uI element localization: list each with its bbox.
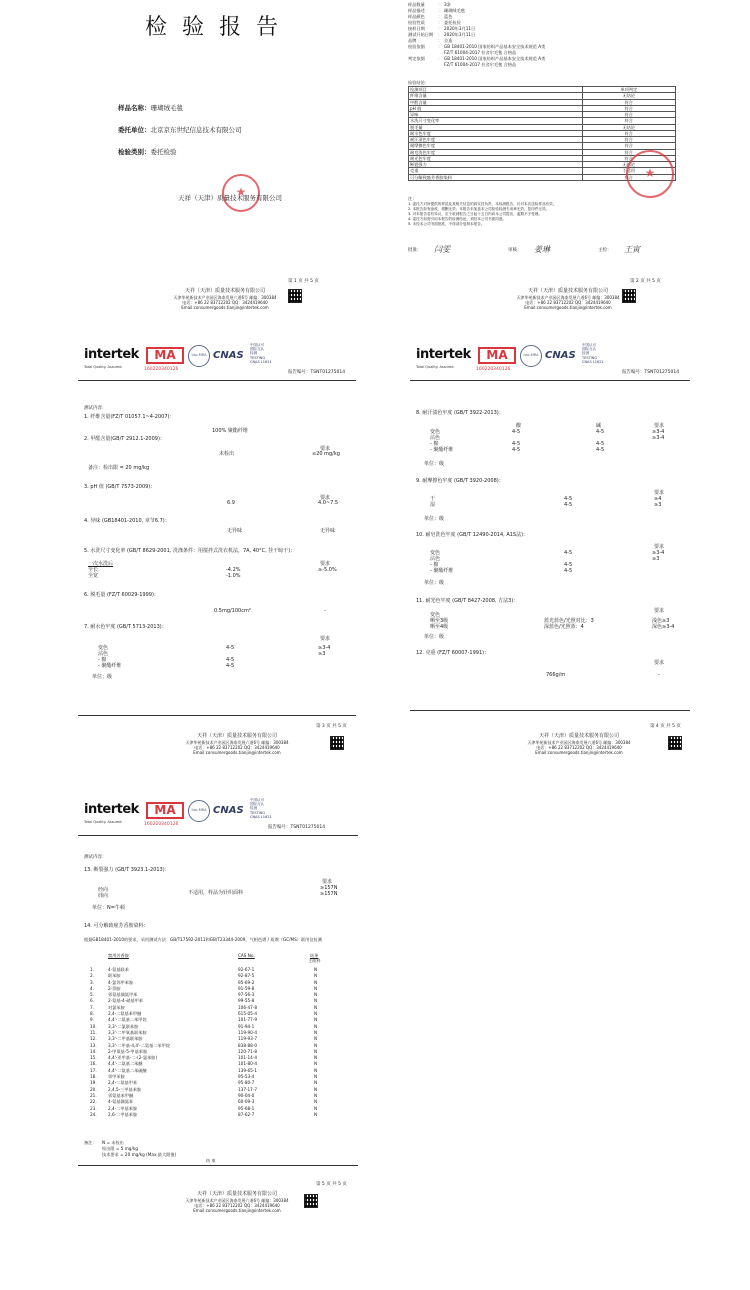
qr-code bbox=[622, 289, 636, 303]
info-row: 测试开始日期 ： 2020年3月11日 bbox=[408, 32, 476, 37]
handwritten-signature: 姜琳 bbox=[534, 245, 550, 254]
note-line: 3. 对本报告若有异议，应于收到报告之日起十五日内向本公司提出，逾期不予受理。 bbox=[408, 212, 542, 217]
ilac-mra-mark: ilac-MRA bbox=[520, 345, 542, 367]
conclusion-row: 耐光色牢度 符合 bbox=[409, 155, 676, 161]
test-item-14-description: 根据GB18401-2010的要求，采用测试方法：GB/T17592-2011和GB/T23344-2009，气相色谱 / 质谱（GC/MS）联用仪检测 bbox=[84, 937, 322, 942]
amine-row: 5. 邻氨基偶氮甲苯 97-56-3 N bbox=[90, 992, 318, 998]
test-item-3: 3. pH 值 (GB/T 7573-2009)： 要求 6.9 4.0~7.5 bbox=[84, 484, 339, 506]
note-line: 4. 委托方如需引用本报告的检测结论，须经本公司书面同意。 bbox=[408, 217, 507, 222]
cnas-mark: CNAS bbox=[213, 805, 244, 816]
signature-label: 批准： bbox=[408, 248, 422, 253]
conclusion-row: 克重 不适用 bbox=[409, 168, 676, 174]
footer: 天祥（天津）质量技术服务有限公司 天津华苑新技术产业园区海泰发展六道6号 邮编：300384 电话：+86 22 83712202 QQ：3424419640 Email:consumergoods.tianjin@intertek.com bbox=[185, 733, 289, 755]
note-line: 2. 本报告如有涂改、增删无效；本报告未加盖本公司检验检测专用章无效，复印件无效。 bbox=[408, 207, 550, 212]
page-number: 第 2 页 共 5 页 bbox=[630, 279, 661, 284]
cnas-mark: CNAS bbox=[545, 350, 576, 361]
intertek-logo: intertek bbox=[416, 347, 471, 362]
intertek-tagline: Total Quality. Assured. bbox=[84, 820, 123, 824]
page-4-footer bbox=[500, 722, 720, 762]
amine-row: 11. 3,3'-二甲氧基联苯胺 119-90-4 N bbox=[90, 1029, 318, 1035]
amine-row: 16. 4,4'-二氨基二苯醚 101-80-4 N bbox=[90, 1061, 318, 1067]
header-divider bbox=[78, 835, 358, 836]
amine-row: 14. 2-甲氧基-5-甲基苯胺 120-71-8 N bbox=[90, 1048, 318, 1054]
ma-code: 160220340126 bbox=[144, 367, 179, 372]
signature-label: 审核： bbox=[508, 248, 522, 253]
info-row: FZ/T 61004-2017 拉舍尔毛毯 合格品 bbox=[444, 50, 517, 55]
amine-row: 6. 2-氨基-4-硝基甲苯 99-55-8 N bbox=[90, 998, 318, 1004]
handwritten-signature: 闫雯 bbox=[434, 245, 450, 254]
section-title: 测试内容： bbox=[84, 406, 107, 411]
amine-table bbox=[84, 967, 354, 1118]
amine-table-header: 禁用芳香胺 CAS No. 结果 主面料 bbox=[108, 953, 321, 963]
header-divider bbox=[78, 380, 356, 381]
page-3-footer bbox=[160, 722, 360, 762]
field-client: 委托单位：北京京东世纪信息技术有限公司 bbox=[118, 126, 242, 134]
test-item-13: 13. 断裂强力 (GB/T 3923.1-2013)： 要求 经向 不适用，样品为针织面料 ≥157N 纬向 ≥157N 单位：N=牛顿 bbox=[84, 867, 338, 911]
field-inspection-type: 检验类别：委托检验 bbox=[118, 148, 177, 156]
info-row: 接样日期 ： 2020年3月11日 bbox=[408, 26, 476, 31]
test-item-6: 6. 脱毛量 (FZ/T 60029-1999)： 0.5mg/100cm² - bbox=[84, 592, 326, 614]
cnas-details: 中国认可 国际互认 检测 TESTING CNAS L1621 bbox=[250, 798, 272, 819]
report-page-4 bbox=[410, 340, 690, 720]
conclusion-row: 耐水色牢度 符合 bbox=[409, 130, 676, 136]
test-item-2: 2. 甲醛含量(GB/T 2912.1-2009)： 要求 未检出 ≤20 mg/kg 备注：检出限 = 20 mg/kg bbox=[84, 436, 340, 471]
test-item-7: 7. 耐水色牢度 (GB/T 5713-2013)： 要求 变色 4-5 ≥3-4 沾色 ≥3 - 棉 4-5 - 聚酯纤维 4-5 单位：级 bbox=[84, 624, 331, 680]
ma-code: 160220340126 bbox=[476, 367, 511, 372]
page-number: 第 4 页 共 5 页 bbox=[650, 724, 681, 729]
content-divider bbox=[410, 710, 690, 711]
footer: 天祥（天津）质量技术服务有限公司 天津华苑新技术产业园区海泰发展六道6号 邮编：300384 电话：+86 22 83712202 QQ：3424419640 Email:consumergoods.tianjin@intertek.com bbox=[173, 288, 277, 310]
conclusion-row: 脱毛量 无结论 bbox=[409, 124, 676, 130]
info-row: 样品数量 ： 3条 bbox=[408, 2, 451, 7]
field-sample-name: 样品名称：珊瑚绒毛毯 bbox=[118, 104, 183, 112]
ilac-mra-mark: ilac-MRA bbox=[188, 345, 210, 367]
amine-row: 2. 联苯胺 92-87-5 N bbox=[90, 973, 318, 979]
footer: 天祥（天津）质量技术服务有限公司 天津华苑新技术产业园区海泰发展六道6号 邮编：300384 电话：+86 22 83712202 QQ：3424419640 Email:consumergoods.tianjin@intertek.com bbox=[516, 288, 620, 310]
col-item-header: 检测项目 bbox=[409, 87, 583, 93]
report-page-1 bbox=[60, 0, 360, 320]
header-divider bbox=[410, 380, 690, 381]
info-row: 样品颜色 ： 蓝色 bbox=[408, 14, 453, 19]
intertek-logo: intertek bbox=[84, 347, 139, 362]
amine-row: 20. 2,4,5-三甲基苯胺 137-17-7 N bbox=[90, 1086, 318, 1092]
test-item-1: 1. 纤维含量(FZ/T 01057.1~4-2007)： 100% 聚酯纤维 bbox=[84, 414, 248, 435]
amine-row: 4. 2-萘胺 91-59-8 N bbox=[90, 985, 318, 991]
amine-row: 22. 4-氨基偶氮苯 60-09-3 N bbox=[90, 1099, 318, 1105]
report-page-2 bbox=[400, 0, 700, 320]
intertek-logo: intertek bbox=[84, 802, 139, 817]
test-item-10: 10. 耐皂洗色牢度 (GB/T 12490-2014, A1S法)： 要求 变色 4-5 ≥3-4 沾色 ≥3 - 棉 4-5 - 聚酯纤维 4-5 单位：级 bbox=[416, 532, 665, 586]
section-title: 测试内容： bbox=[84, 855, 107, 860]
test-item-14-title: 14. 可分解致癌芳香胺染料： bbox=[84, 923, 149, 929]
amine-row: 23. 2,4-二甲基苯胺 95-68-1 N bbox=[90, 1105, 318, 1111]
ma-mark: MA bbox=[146, 802, 184, 819]
conclusion-row: 可分解致癌芳香胺染料 符合 bbox=[409, 174, 676, 180]
page-5-footer bbox=[160, 1180, 360, 1220]
inspection-seal bbox=[626, 150, 674, 198]
amine-row: 19. 2,4-二氨基甲苯 95-80-7 N bbox=[90, 1080, 318, 1086]
note-line: 1. 委托方对所提供的样品及其相关信息的真实性负责，本检测报告，仅对本次送检样品有效。 bbox=[408, 202, 557, 206]
qr-code bbox=[330, 736, 344, 750]
content-divider bbox=[78, 715, 356, 716]
conclusion-row: 断裂强力 无结论 bbox=[409, 162, 676, 168]
qr-code bbox=[668, 736, 682, 750]
info-row: FZ/T 61004-2017 拉舍尔毛毯 合格品 bbox=[444, 62, 517, 67]
conclusion-row: 水洗尺寸变化率 符合 bbox=[409, 118, 676, 124]
test-item-5: 5. 水洗尺寸变化率 (GB/T 8629-2001, 洗涤条件：用搅拌式洗衣机法，7A, 40°C, 挂干晾干)： 一次水洗后 要求 全长 -4.2% ≥-5.0% 全宽 -1.0% bbox=[84, 548, 337, 579]
ma-mark: MA bbox=[146, 347, 184, 364]
test-item-11: 11. 耐光色牢度 (GB/T 8427-2008, 方法3)： 要求 变色 晒至3级 蓝光蓝色/光照对比：3 浅色≥3 晒至4级 深蓝色/光照蓝：4 深色≥3-4 单位：级 bbox=[416, 598, 675, 640]
qr-code bbox=[288, 289, 302, 303]
cnas-details: 中国认可 国际互认 检测 TESTING CNAS L1621 bbox=[250, 343, 272, 364]
issuer-name: 天祥（天津）质量技术服务有限公司 bbox=[178, 194, 282, 202]
test-item-12: 12. 克重 (FZ/T 60007-1991)： 要求 766g/m - bbox=[416, 650, 665, 678]
cnas-details: 中国认可 国际互认 检测 TESTING CNAS L1621 bbox=[582, 343, 604, 364]
end-mark: 结 束 bbox=[206, 1158, 216, 1163]
note-line: 5. 未经本公司书面批准，不得部分复制本报告。 bbox=[408, 222, 485, 227]
amine-row: 17. 4,4'-二氨基二苯硫醚 139-65-1 N bbox=[90, 1067, 318, 1073]
amine-row: 13. 3,3'-二甲基-4,4'-二氨基二苯甲烷 838-88-0 N bbox=[90, 1042, 318, 1048]
report-page-5: intertek Total Quality. Assured. MA 160220340126 ilac-MRA CNAS 中国认可 国际互认 检测 TESTING CNAS L1621 报告编号：TSNT01275014 测试内容： 13. 断裂强力 (GB/T 3923.1-2013)： 要求 经向 不适用，样品为针织面料 ≥157N 纬向 ≥157N 单位：N=牛顿 14. 可分解致癌芳香胺染料： 根据GB18401-2010的要求，采用测试方法：GB/T17592-2011和GB/T23344-2009，气相色谱 / 质谱（GC/MS）联用仪检测 禁用芳香胺 CAS No. 结果 主面料 1. 4-氨基联苯 92-67-1 N 2. 联苯胺 92-87-5 N 3. 4-氯邻甲苯胺 95-69-2 N 4. 2-萘胺 91-59-8 N 5. 邻氨基偶氮甲苯 97-56-3 N 6. 2-氨基-4-硝基甲苯 99-55-8 N 7. 对氯苯胺 106-47-8 N 8. 2,4-二氨基苯甲醚 615-05-4 N 9. 4,4'-二氨基二苯甲烷 101-77-9 N 10. 3,3'-二氯联苯胺 91-94-1 N 11. 3,3'-二甲氧基联苯胺 119-90-4 N 12. 3,3'-二甲基联苯胺 119-93-7 N 13. 3,3'-二甲基-4,4'-二氨基二苯甲烷 838-88-0 N 14. 2-甲氧基-5-甲基苯胺 120-71-8 N 15. 4,4'-亚甲基-二-(2-氯苯胺) 101-14-4 N 16. 4,4'-二氨基二苯醚 101-80-4 N 17. 4,4'-二氨基二苯硫醚 139-65-1 N 18. 邻甲苯胺 95-53-4 N 19. 2,4-二氨基甲苯 95-80-7 N 20. 2,4,5-三甲基苯胺 137-17-7 N 21. 邻氨基苯甲醚 90-04-0 N 22. 4-氨基偶氮苯 60-09-3 N 23. 2,4-二甲基苯胺 95-68-1 N 24. 2,6-二甲基苯胺 87-62-7 N 备注： N = 未检出 检出限 = 5 mg/kg 技术要求 = 20 mg/kg (Max.最大限值) 结 束 bbox=[78, 795, 358, 1215]
ilac-mra-mark: ilac-MRA bbox=[188, 800, 210, 822]
amine-row: 18. 邻甲苯胺 95-53-4 N bbox=[90, 1074, 318, 1080]
ma-code: 160220340126 bbox=[144, 822, 179, 827]
report-number: 报告编号：TSNT01275014 bbox=[288, 370, 346, 375]
report-number: 报告编号：TSNT01275014 bbox=[268, 825, 326, 830]
amine-row: 8. 2,4-二氨基苯甲醚 615-05-4 N bbox=[90, 1011, 318, 1017]
cnas-mark: CNAS bbox=[213, 350, 244, 361]
report-title: 检 验 报 告 bbox=[145, 15, 282, 40]
conclusion-row: 纤维含量 无结论 bbox=[409, 93, 676, 99]
page-number: 第 1 页 共 5 页 bbox=[288, 279, 319, 284]
footer: 天祥（天津）质量技术服务有限公司 天津华苑新技术产业园区海泰发展六道6号 邮编：300384 电话：+86 22 83712202 QQ：3424419640 Email:consumergoods.tianjin@intertek.com bbox=[527, 733, 631, 755]
conclusion-row: 耐汗渍色牢度 符合 bbox=[409, 137, 676, 143]
amine-row: 1. 4-氨基联苯 92-67-1 N bbox=[90, 967, 318, 972]
qr-code bbox=[304, 1194, 318, 1208]
handwritten-signature: 王寅 bbox=[624, 245, 640, 254]
company-seal bbox=[222, 174, 260, 212]
report-number: 报告编号：TSNT01275014 bbox=[622, 370, 680, 375]
amine-row: 9. 4,4'-二氨基二苯甲烷 101-77-9 N bbox=[90, 1017, 318, 1023]
page-number: 第 5 页 共 5 页 bbox=[316, 1182, 347, 1187]
conclusion-label: 检验结论： bbox=[408, 80, 429, 85]
ma-mark: MA bbox=[478, 347, 516, 364]
info-row: 样品描述 ： 珊瑚绒毛毯 bbox=[408, 8, 465, 13]
conclusion-row: 甲醛含量 符合 bbox=[409, 99, 676, 105]
amine-row: 21. 邻氨基苯甲醚 90-04-0 N bbox=[90, 1092, 318, 1098]
intertek-tagline: Total Quality. Assured. bbox=[84, 365, 123, 369]
sample-info-list bbox=[408, 2, 608, 68]
test-item-4: 4. 异味 (GB18401-2010, 章节6.7)： 无异味 无异味 bbox=[84, 518, 336, 534]
amine-row: 10. 3,3'-二氯联苯胺 91-94-1 N bbox=[90, 1023, 318, 1029]
amine-row: 12. 3,3'-二甲基联苯胺 119-93-7 N bbox=[90, 1036, 318, 1042]
signature-label: 主检： bbox=[598, 248, 612, 253]
report-page-3 bbox=[78, 340, 356, 760]
info-row: 检验性质 ： 委托检验 bbox=[408, 20, 461, 25]
conclusion-row: 异味 符合 bbox=[409, 112, 676, 118]
col-result-header: 单项判定 bbox=[582, 87, 675, 93]
intertek-tagline: Total Quality. Assured. bbox=[416, 365, 455, 369]
conclusion-row: pH 值 符合 bbox=[409, 105, 676, 111]
info-row: 品牌 ： 京造 bbox=[408, 38, 453, 43]
page-number: 第 3 页 共 5 页 bbox=[316, 724, 347, 729]
test-item-8: 8. 耐汗渍色牢度 (GB/T 3922-2013)： 酸 碱 要求 变色 4-5 4-5 ≥3-4 沾色 ≥3-4 - 棉 4-5 4-5 - 聚酯纤维 4-5 4-5 单位：级 bbox=[416, 410, 665, 467]
test-item-9: 9. 耐摩擦色牢度 (GB/T 3920-2008)： 要求 干 4-5 ≥4 湿 4-5 ≥3 单位：级 bbox=[416, 478, 665, 522]
info-row: 判定依据 ： GB 18401-2010 国家纺织产品基本安全技术规范 A类 bbox=[408, 56, 546, 61]
conclusion-row: 耐皂洗色牢度 符合 bbox=[409, 149, 676, 155]
amine-row: 15. 4,4'-亚甲基-二-(2-氯苯胺) 101-14-4 N bbox=[90, 1055, 318, 1061]
conclusion-row: 耐摩擦色牢度 符合 bbox=[409, 143, 676, 149]
amine-row: 24. 2,6-二甲基苯胺 87-62-7 N bbox=[90, 1111, 318, 1117]
signatures bbox=[408, 246, 678, 258]
notes-label: 注： bbox=[408, 196, 417, 201]
amine-row: 7. 对氯苯胺 106-47-8 N bbox=[90, 1004, 318, 1010]
info-row: 检验依据 ： GB 18401-2010 国家纺织产品基本安全技术规范 A类 bbox=[408, 44, 546, 49]
content-divider bbox=[78, 1165, 358, 1166]
footer: 天祥（天津）质量技术服务有限公司 天津华苑新技术产业园区海泰发展六道6号 邮编：300384 电话：+86 22 83712202 QQ：3424419640 Email:consumergoods.tianjin@intertek.com bbox=[185, 1191, 289, 1213]
amine-row: 3. 4-氯邻甲苯胺 95-69-2 N bbox=[90, 979, 318, 985]
notes-list bbox=[408, 202, 678, 227]
